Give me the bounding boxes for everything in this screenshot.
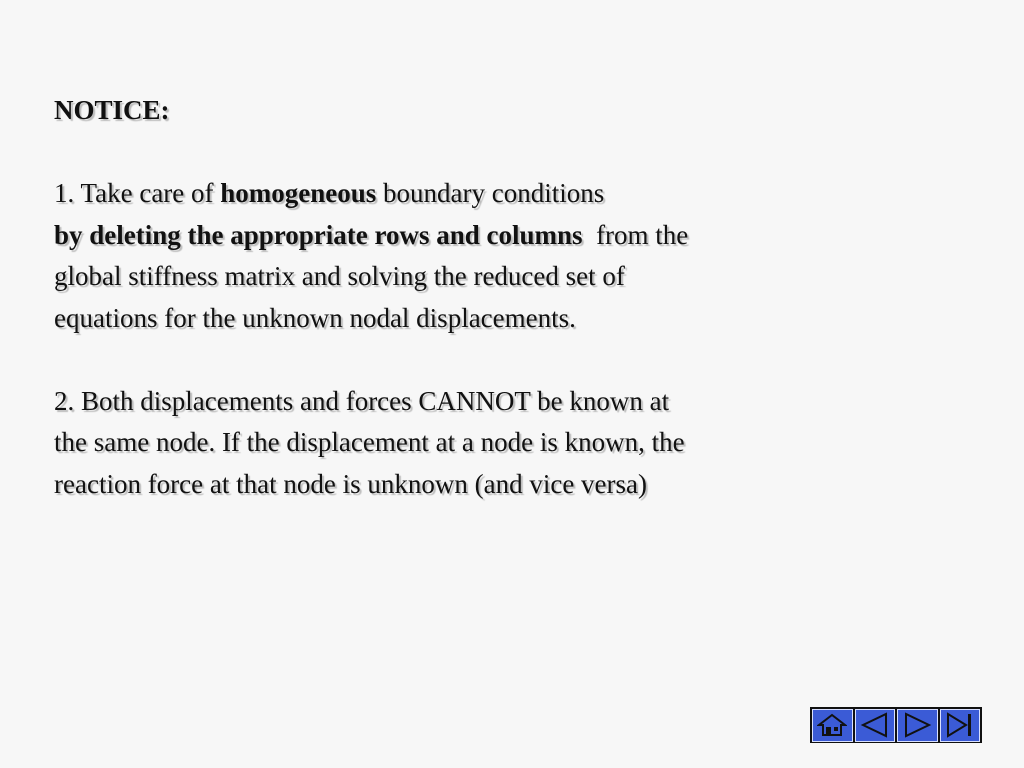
previous-icon	[860, 712, 890, 738]
item2-line-3: reaction force at that node is unknown (and vice versa)	[54, 468, 648, 499]
item1-rest-1: from the	[582, 219, 689, 250]
notice-heading: NOTICE:	[54, 95, 170, 125]
slide-content	[54, 90, 874, 505]
item1-prefix: 1. Take care of	[54, 178, 221, 208]
notice-item-1	[54, 173, 874, 339]
home-button[interactable]	[812, 709, 853, 742]
item1-rest-3: equations for the unknown nodal displacements.	[54, 302, 576, 333]
next-icon	[902, 712, 932, 738]
spacer	[54, 132, 874, 174]
previous-button[interactable]	[855, 709, 896, 742]
item2-line-2: the same node. If the displacement at a node is known, the	[54, 427, 685, 457]
next-button[interactable]	[897, 709, 938, 742]
item1-rest-2: global stiffness matrix and solving the reduced set of	[54, 261, 625, 291]
item1-emphasis-homogeneous: homogeneous	[220, 178, 377, 208]
spacer	[54, 339, 874, 381]
item1-mid: boundary conditions	[376, 178, 605, 208]
navigation-bar	[810, 707, 982, 743]
last-button[interactable]	[940, 709, 981, 742]
last-icon	[945, 712, 975, 738]
notice-item-2	[54, 381, 874, 506]
home-icon	[817, 713, 847, 737]
item2-line-1: 2. Both displacements and forces CANNOT be known at	[54, 385, 670, 416]
item1-emphasis-deleting: by deleting the appropriate rows and columns	[54, 219, 583, 250]
